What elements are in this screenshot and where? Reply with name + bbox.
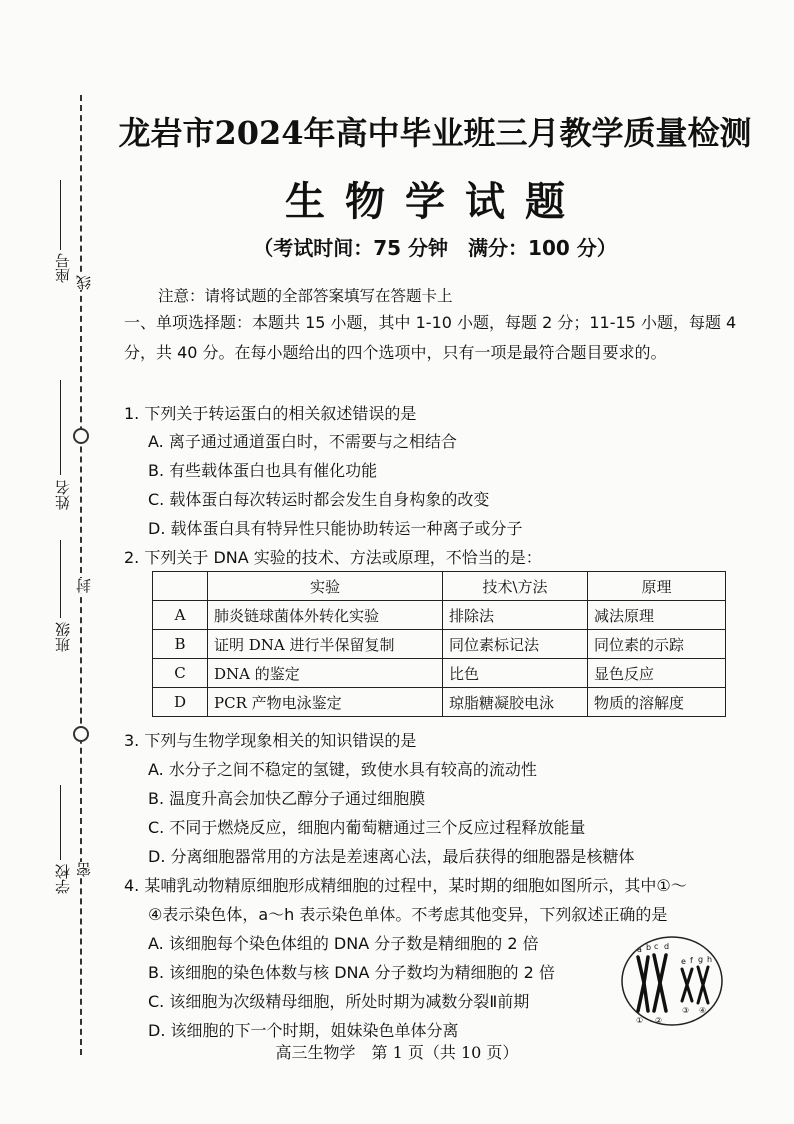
- chromosome-3: [682, 969, 692, 1001]
- table-header-cell: 原理: [588, 572, 726, 601]
- question-1-option-a: A. 离子通过通道蛋白时，不需要与之相结合: [148, 432, 457, 451]
- table-cell: 显色反应: [588, 659, 726, 688]
- seat-label: 座号: [54, 253, 72, 283]
- chromosome-number-label: ①: [636, 1016, 644, 1025]
- chromosome-4: [698, 967, 708, 1003]
- chromatid-label: g: [698, 955, 704, 964]
- cut-line: [80, 95, 82, 1055]
- binding-margin: [0, 0, 110, 1124]
- question-4-option-b: B. 该细胞的染色体数与核 DNA 分子数均为精细胞的 2 倍: [148, 963, 555, 982]
- chromatid-label: f: [690, 956, 693, 965]
- page-footer: 高三生物学 第 1 页（共 10 页）: [275, 1043, 519, 1062]
- question-3-option-a: A. 水分子之间不稳定的氢键，致使水具有较高的流动性: [148, 760, 537, 779]
- question-1-option-b: B. 有些载体蛋白也具有催化功能: [148, 461, 378, 480]
- cut-mark-seal: 封: [75, 578, 93, 593]
- table-cell: 肺炎链球菌体外转化实验: [208, 601, 443, 630]
- table-header-row: [153, 572, 726, 601]
- table-cell: 减法原理: [588, 601, 726, 630]
- cut-mark-line: 线: [75, 275, 93, 290]
- table-cell: 排除法: [443, 601, 588, 630]
- table-cell: 物质的溶解度: [588, 688, 726, 717]
- question-4-option-d: D. 该细胞的下一个时期，姐妹染色单体分离: [148, 1021, 459, 1040]
- question-1-option-d: D. 载体蛋白具有特异性只能协助转运一种离子或分子: [148, 519, 523, 538]
- table-cell: PCR 产物电泳鉴定: [208, 688, 443, 717]
- table-row: [153, 630, 726, 659]
- chromatid-label: b: [646, 943, 652, 952]
- table-header-cell: 实验: [208, 572, 443, 601]
- question-4-option-a: A. 该细胞每个染色体组的 DNA 分子数是精细胞的 2 倍: [148, 934, 539, 953]
- table-cell: B: [153, 630, 208, 659]
- question-3-stem: 3. 下列与生物学现象相关的知识错误的是: [124, 731, 417, 750]
- exam-title: 龙岩市2024年高中毕业班三月教学质量检测: [118, 114, 752, 152]
- question-3-option-c: C. 不同于燃烧反应，细胞内葡萄糖通过三个反应过程释放能量: [148, 818, 586, 837]
- chromosome-1: [638, 957, 648, 1011]
- binding-hole-circle-icon: [73, 428, 89, 444]
- table-row: [153, 688, 726, 717]
- question-1-stem: 1. 下列关于转运蛋白的相关叙述错误的是: [124, 404, 417, 423]
- chromatid-label: a: [637, 945, 642, 954]
- question-4-stem-line1: 4. 某哺乳动物精原细胞形成精细胞的过程中，某时期的细胞如图所示，其中①～: [124, 876, 687, 895]
- question-1-option-c: C. 载体蛋白每次转运时都会发生自身构象的改变: [148, 490, 490, 509]
- school-label: 学校: [54, 864, 72, 894]
- table-cell: DNA 的鉴定: [208, 659, 443, 688]
- chromatid-label: d: [664, 942, 670, 951]
- table-row: [153, 659, 726, 688]
- cut-mark-secret: 密: [75, 862, 93, 877]
- chromosome-number-label: ③: [682, 1006, 690, 1015]
- table-row: [153, 601, 726, 630]
- table-header-cell: [153, 572, 208, 601]
- name-label: 姓名: [54, 480, 72, 510]
- section-heading: 一、单项选择题：本题共 15 小题，其中 1-10 小题，每题 2 分；11-15 小题，每题 4 分，共 40 分。在每小题给出的四个选项中，只有一项是最符合题目要求的。: [124, 313, 737, 362]
- chromatid-label: c: [654, 942, 659, 951]
- chromosome-number-label: ④: [699, 1006, 707, 1015]
- chromosome-number-label: ②: [655, 1016, 663, 1025]
- table-cell: 同位素的示踪: [588, 630, 726, 659]
- question-2-table: [152, 571, 726, 717]
- table-cell: 证明 DNA 进行半保留复制: [208, 630, 443, 659]
- table-cell: C: [153, 659, 208, 688]
- chromatid-label: e: [681, 957, 686, 966]
- chromosome-2: [654, 955, 666, 1011]
- exam-subtitle: 生物学试题: [285, 178, 585, 225]
- table-cell: 比色: [443, 659, 588, 688]
- school-fill-line: [60, 785, 61, 860]
- table-cell: D: [153, 688, 208, 717]
- question-2-stem: 2. 下列关于 DNA 实验的技术、方法或原理，不恰当的是：: [124, 548, 542, 567]
- question-4-option-c: C. 该细胞为次级精母细胞，所处时期为减数分裂Ⅱ前期: [148, 992, 530, 1011]
- question-3-option-d: D. 分离细胞器常用的方法是差速离心法，最后获得的细胞器是核糖体: [148, 847, 635, 866]
- name-fill-line: [60, 380, 61, 475]
- exam-info: （考试时间：75 分钟 满分：100 分）: [253, 236, 617, 260]
- table-header-cell: 技术\方法: [443, 572, 588, 601]
- table-cell: 琼脂糖凝胶电泳: [443, 688, 588, 717]
- table-cell: 同位素标记法: [443, 630, 588, 659]
- chromatid-label: h: [707, 955, 713, 964]
- question-4-stem-line2: ④表示染色体，a～h 表示染色单体。不考虑其他变异，下列叙述正确的是: [148, 905, 668, 924]
- binding-hole-circle-icon: [73, 726, 89, 742]
- question-3-option-b: B. 温度升高会加快乙醇分子通过细胞膜: [148, 789, 426, 808]
- class-fill-line: [60, 540, 61, 618]
- cell-chromosome-figure: [620, 935, 724, 1027]
- notice: 注意：请将试题的全部答案填写在答题卡上: [158, 287, 453, 305]
- class-label: 班级: [54, 622, 72, 652]
- seat-fill-line: [60, 180, 61, 250]
- table-cell: A: [153, 601, 208, 630]
